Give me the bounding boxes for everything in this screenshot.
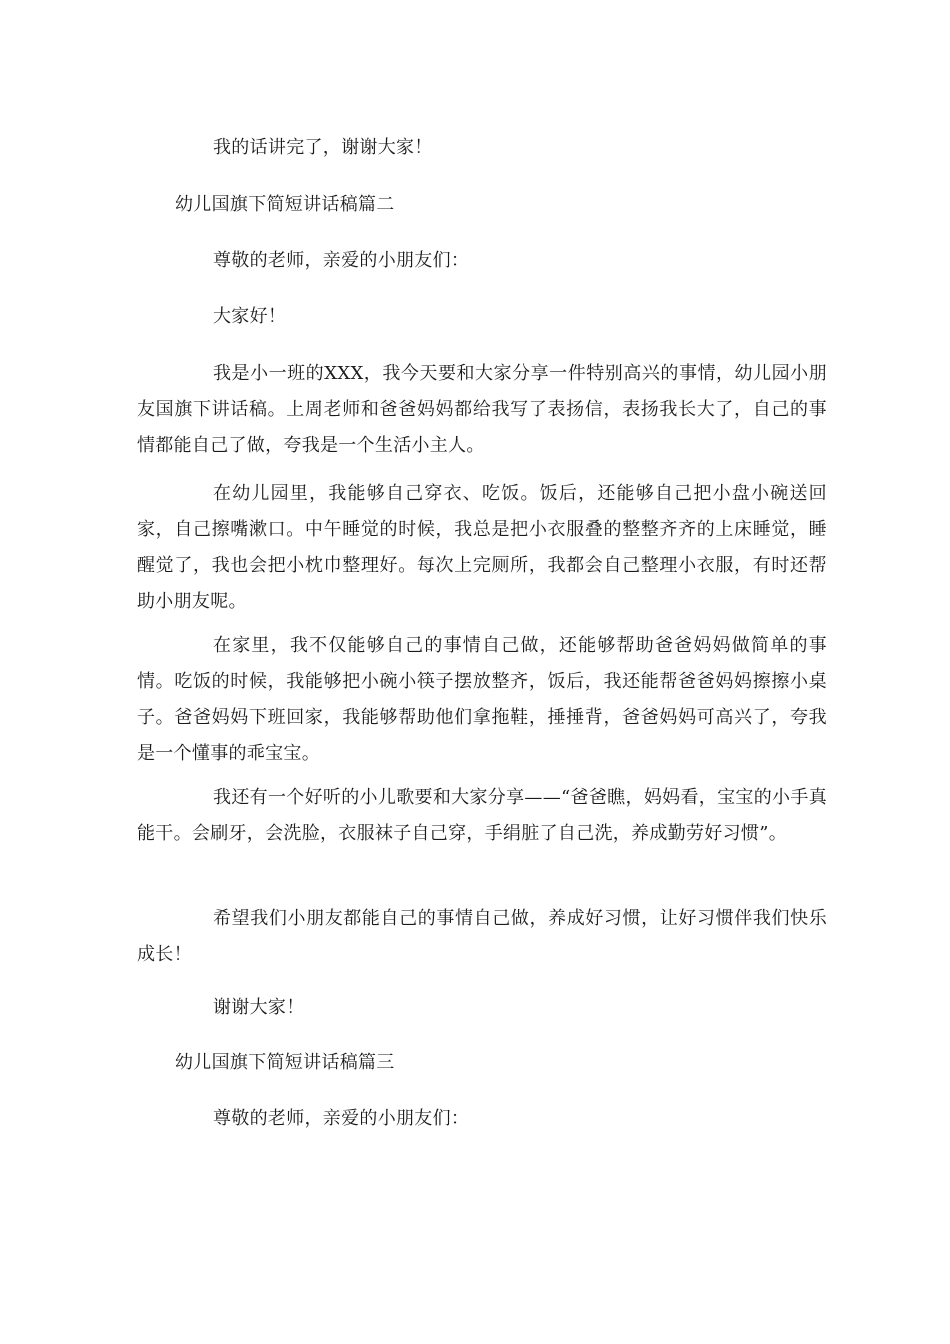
salutation-2: 尊敬的老师，亲爱的小朋友们： (213, 250, 470, 271)
paragraph-intro: 我是小一班的XXX，我今天要和大家分享一件特别高兴的事情，幼儿园小朋友国旗下讲话稿。上周老师和爸爸妈妈都给我写了表扬信，表扬我长大了，自己的事情都能自己了做，夸我是一个生活小主人。 (137, 363, 827, 456)
closing-line: 我的话讲完了，谢谢大家！ (213, 137, 433, 158)
greeting-2: 大家好！ (213, 306, 287, 327)
paragraph-hope: 希望我们小朋友都能自己的事情自己做，养成好习惯，让好习惯伴我们快乐成长！ (137, 908, 827, 965)
paragraph-kindergarten: 在幼儿园里，我能够自己穿衣、吃饭。饭后，还能够自己把小盘小碗送回家，自己擦嘴漱口。中午睡觉的时候，我总是把小衣服叠的整整齐齐的上床睡觉，睡醒觉了，我也会把小枕巾整理好。每次上完厕所，我都会自己整理小衣服，有时还帮助小朋友呢。 (137, 483, 827, 612)
thanks-line: 谢谢大家！ (213, 997, 305, 1018)
paragraph-home: 在家里，我不仅能够自己的事情自己做，还能够帮助爸爸妈妈做简单的事情。吃饭的时候，我能够把小碗小筷子摆放整齐，饭后，我还能帮爸爸妈妈擦擦小桌子。爸爸妈妈下班回家，我能够帮助他们拿拖鞋，捶捶背，爸爸妈妈可高兴了，夸我是一个懂事的乖宝宝。 (137, 635, 827, 764)
paragraph-song: 我还有一个好听的小儿歌要和大家分享——“爸爸瞧，妈妈看，宝宝的小手真能干。会刷牙，会洗脸，衣服袜子自己穿，手绢脏了自己洗，养成勤劳好习惯”。 (137, 787, 827, 844)
section-heading-3: 幼儿国旗下简短讲话稿篇三 (175, 1052, 395, 1073)
section-heading-2: 幼儿国旗下简短讲话稿篇二 (175, 194, 395, 215)
salutation-3: 尊敬的老师，亲爱的小朋友们： (213, 1108, 470, 1129)
